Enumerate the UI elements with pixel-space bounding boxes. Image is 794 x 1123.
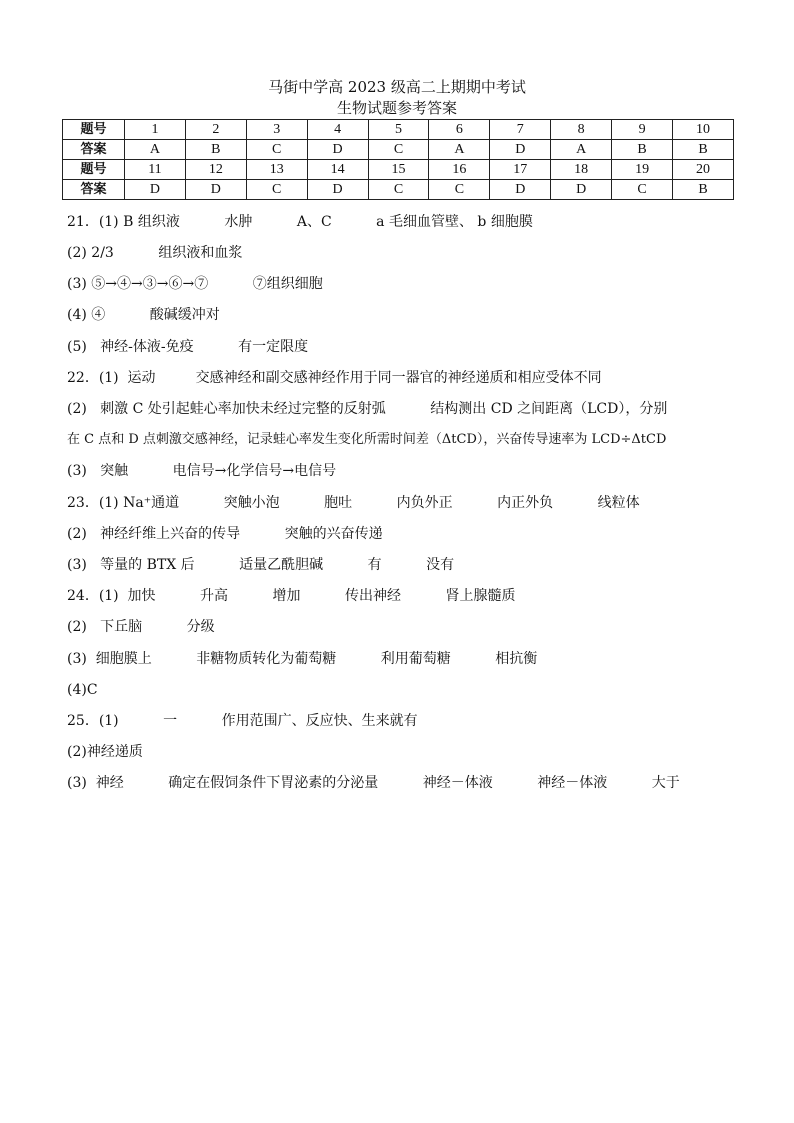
answer-21-2: (2) 2/3 组织液和血浆 <box>67 245 243 261</box>
table-row <box>63 140 734 160</box>
table-row <box>63 120 734 140</box>
table-cell: 1 <box>125 120 186 140</box>
answer-21-3: (3) ⑤→④→③→⑥→⑦ ⑦组织细胞 <box>67 276 323 292</box>
table-cell: D <box>185 180 246 200</box>
exam-title: 马街中学高 2023 级高二上期期中考试 <box>268 78 526 96</box>
answer-25-2: (2)神经递质 <box>67 744 143 760</box>
table-cell: B <box>673 180 734 200</box>
table-row <box>63 180 734 200</box>
table-cell: D <box>307 140 368 160</box>
table-cell: C <box>368 180 429 200</box>
answer-22-3: (3) 突触 电信号→化学信号→电信号 <box>67 463 337 479</box>
table-cell: 15 <box>368 160 429 180</box>
table-cell: 17 <box>490 160 551 180</box>
row-header: 题号 <box>63 120 125 140</box>
table-cell: 2 <box>185 120 246 140</box>
table-row <box>63 160 734 180</box>
answer-23-2: (2) 神经纤维上兴奋的传导 突触的兴奋传递 <box>67 526 383 542</box>
table-cell: 3 <box>246 120 307 140</box>
table-cell: 16 <box>429 160 490 180</box>
answer-25-3: (3) 神经 确定在假饲条件下胃泌素的分泌量 神经－体液 神经－体液 大于 <box>67 775 680 791</box>
table-cell: D <box>125 180 186 200</box>
answer-21-1: 21．(1) B 组织液 水肿 A、C a 毛细血管壁、 b 细胞膜 <box>67 214 533 230</box>
table-cell: 8 <box>551 120 612 140</box>
table-cell: 4 <box>307 120 368 140</box>
answer-23-1: 23．(1) Na⁺通道 突触小泡 胞吐 内负外正 内正外负 线粒体 <box>67 495 640 511</box>
answer-24-3: (3) 细胞膜上 非糖物质转化为葡萄糖 利用葡萄糖 相抗衡 <box>67 651 538 667</box>
table-cell: A <box>429 140 490 160</box>
answer-23-3: (3) 等量的 BTX 后 适量乙酰胆碱 有 没有 <box>67 557 455 573</box>
row-header: 答案 <box>63 180 125 200</box>
table-cell: 11 <box>125 160 186 180</box>
table-cell: 19 <box>612 160 673 180</box>
answer-24-2: (2) 下丘脑 分级 <box>67 619 215 635</box>
answer-21-5: (5) 神经-体液-免疫 有一定限度 <box>67 339 309 355</box>
table-cell: 10 <box>673 120 734 140</box>
table-cell: 5 <box>368 120 429 140</box>
answer-22-2-cont: 在 C 点和 D 点刺激交感神经，记录蛙心率发生变化所需时间差（ΔtCD），兴奋传导速率为 LCD÷ΔtCD <box>67 432 667 447</box>
table-cell: C <box>612 180 673 200</box>
table-cell: A <box>125 140 186 160</box>
table-cell: 20 <box>673 160 734 180</box>
table-cell: C <box>246 180 307 200</box>
table-cell: D <box>490 140 551 160</box>
table-cell: D <box>490 180 551 200</box>
answer-21-4: (4) ④ 酸碱缓冲对 <box>67 307 220 323</box>
table-cell: D <box>307 180 368 200</box>
answer-25-1: 25．(1) 一 作用范围广、反应快、生来就有 <box>67 713 418 729</box>
table-cell: 7 <box>490 120 551 140</box>
table-cell: B <box>185 140 246 160</box>
table-cell: 9 <box>612 120 673 140</box>
answer-24-1: 24．(1) 加快 升高 增加 传出神经 肾上腺髓质 <box>67 588 516 604</box>
table-cell: A <box>551 140 612 160</box>
exam-subtitle: 生物试题参考答案 <box>336 99 457 117</box>
table-cell: 14 <box>307 160 368 180</box>
answer-24-4: (4)C <box>67 682 98 698</box>
table-cell: 6 <box>429 120 490 140</box>
answer-22-1: 22．(1) 运动 交感神经和副交感神经作用于同一器官的神经递质和相应受体不同 <box>67 370 602 386</box>
table-cell: B <box>612 140 673 160</box>
row-header: 题号 <box>63 160 125 180</box>
row-header: 答案 <box>63 140 125 160</box>
table-cell: 18 <box>551 160 612 180</box>
table-cell: 12 <box>185 160 246 180</box>
table-cell: B <box>673 140 734 160</box>
answer-table <box>62 119 734 200</box>
table-cell: C <box>368 140 429 160</box>
table-cell: C <box>246 140 307 160</box>
table-cell: D <box>551 180 612 200</box>
answer-22-2: (2) 刺激 C 处引起蛙心率加快未经过完整的反射弧 结构测出 CD 之间距离（LCD），分别 <box>67 401 668 417</box>
table-cell: 13 <box>246 160 307 180</box>
table-cell: C <box>429 180 490 200</box>
